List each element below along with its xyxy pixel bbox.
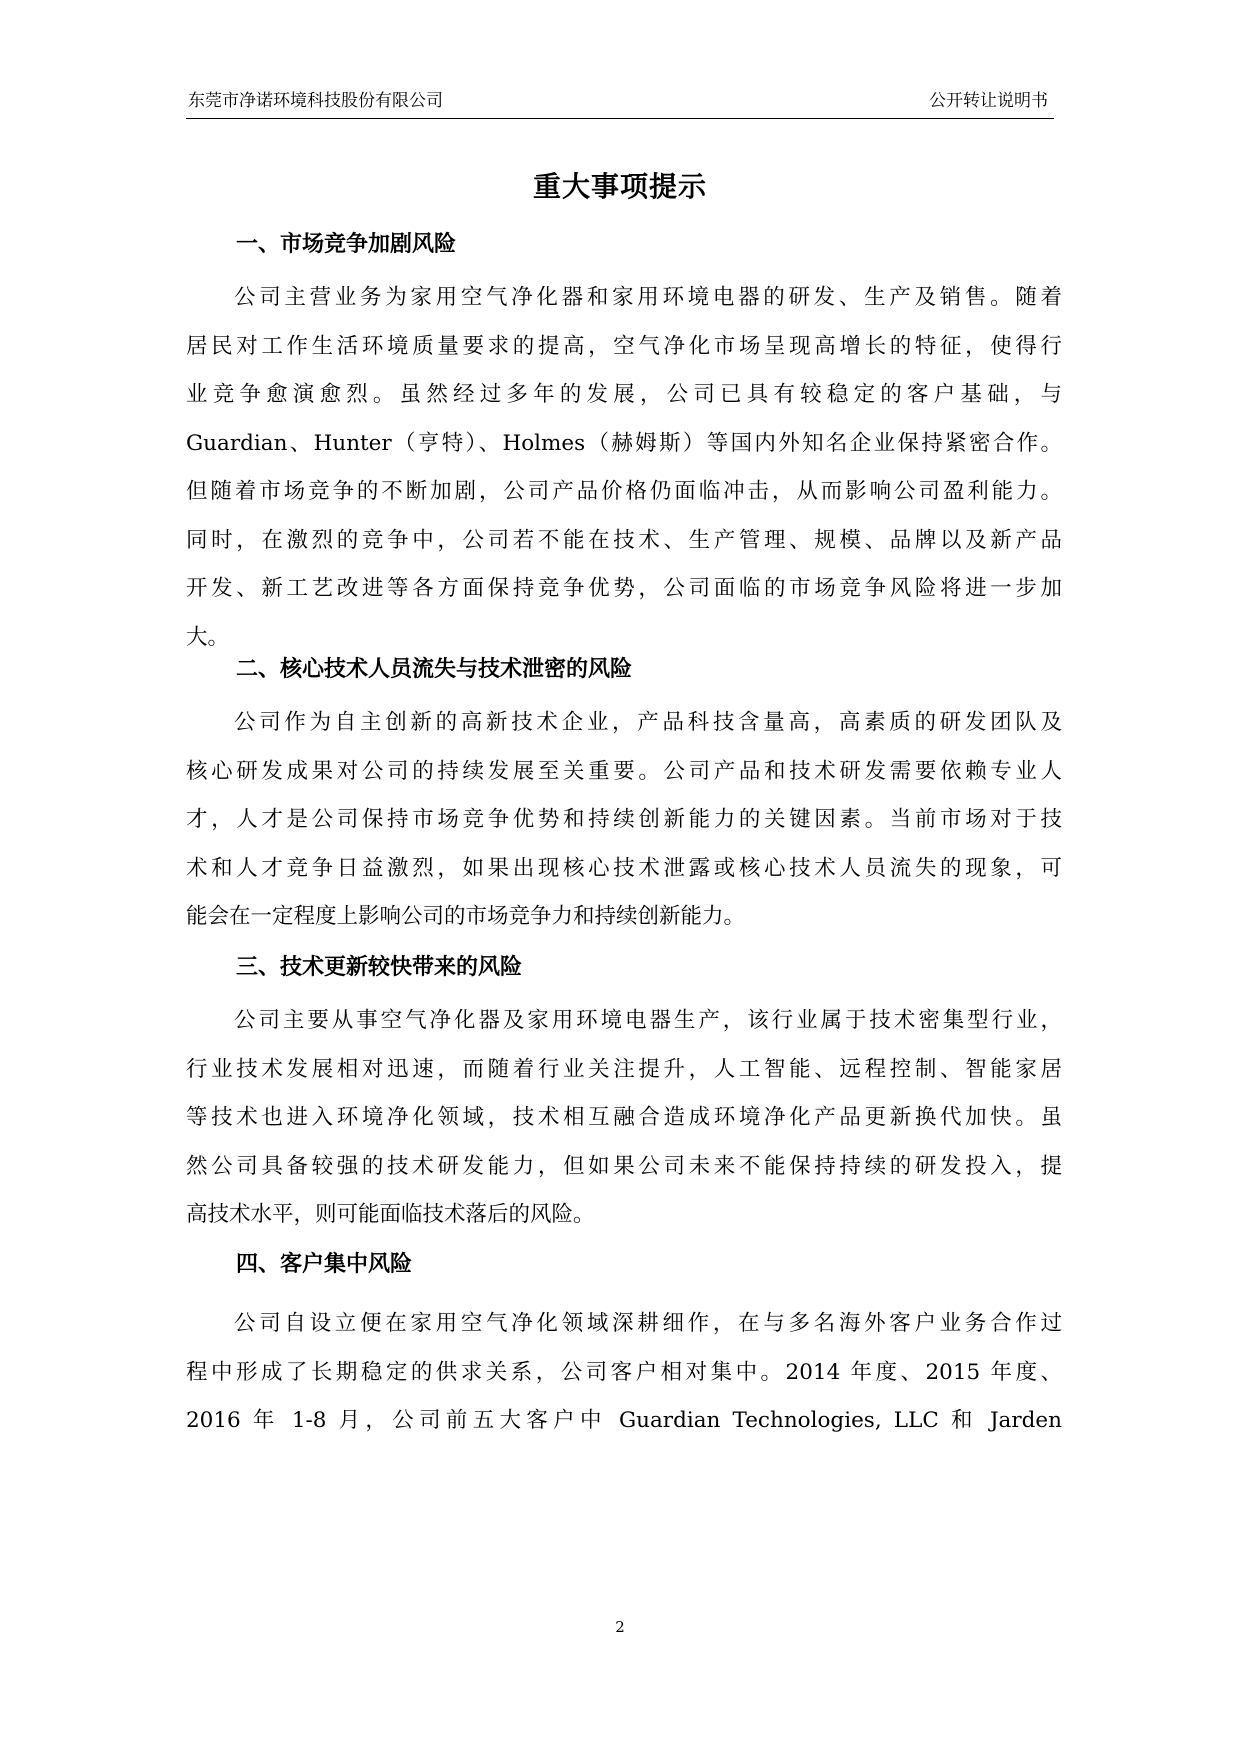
page-number: 2 — [615, 1618, 625, 1636]
paragraph-line: 行业技术发展相对迅速，而随着行业关注提升，人工智能、远程控制、智能家居 — [186, 1056, 1062, 1082]
section-paragraph-4 — [186, 1300, 1062, 1446]
paragraph-line: 大。 — [186, 624, 230, 650]
paragraph-line: 公司自设立便在家用空气净化领域深耕细作，在与多名海外客户业务合作过 — [234, 1311, 1062, 1336]
section-heading-1: 一、市场竞争加剧风险 — [236, 232, 457, 257]
paragraph-line: 等技术也进入环境净化领域，技术相互融合造成环境净化产品更新换代加快。虽 — [186, 1105, 1062, 1130]
paragraph-line: 程中形成了长期稳定的供求关系，公司客户相对集中。2014 年度、2015 年度、 — [186, 1359, 1062, 1385]
section-heading-4: 四、客户集中风险 — [236, 1252, 413, 1277]
paragraph-line: 核心研发成果对公司的持续发展至关重要。公司产品和技术研发需要依赖专业人 — [186, 758, 1062, 784]
paragraph-line: 能会在一定程度上影响公司的市场竞争力和持续创新能力。 — [186, 904, 746, 929]
page-header — [186, 88, 1054, 119]
paragraph-line: 同时，在激烈的竞争中，公司若不能在技术、生产管理、规模、品牌以及新产品 — [186, 527, 1062, 553]
paragraph-line: 居民对工作生活环境质量要求的提高，空气净化市场呈现高增长的特征，使得行 — [186, 333, 1062, 359]
section-paragraph-2 — [186, 699, 1062, 942]
paragraph-line: 但随着市场竞争的不断加剧，公司产品价格仍面临冲击，从而影响公司盈利能力。 — [186, 479, 1062, 504]
paragraph-line: 然公司具备较强的技术研发能力，但如果公司未来不能保持持续的研发投入，提 — [186, 1153, 1062, 1179]
paragraph-line: 公司主营业务为家用空气净化器和家用环境电器的研发、生产及销售。随着 — [234, 285, 1062, 310]
section-heading-3: 三、技术更新较快带来的风险 — [236, 955, 523, 980]
paragraph-line: 公司作为自主创新的高新技术企业，产品科技含量高，高素质的研发团队及 — [234, 710, 1062, 735]
header-document-type: 公开转让说明书 — [929, 91, 1048, 111]
page-title: 重大事项提示 — [532, 170, 707, 203]
paragraph-line: Guardian、Hunter（亨特）、Holmes（赫姆斯）等国内外知名企业保持紧密合作。 — [186, 430, 1062, 456]
header-company-name: 东莞市净诺环境科技股份有限公司 — [188, 91, 443, 111]
paragraph-line: 开发、新工艺改进等各方面保持竞争优势，公司面临的市场竞争风险将进一步加 — [186, 576, 1062, 601]
paragraph-line: 公司主要从事空气净化器及家用环境电器生产，该行业属于技术密集型行业， — [234, 1008, 1062, 1033]
section-paragraph-3 — [186, 997, 1062, 1240]
paragraph-line: 才，人才是公司保持市场竞争优势和持续创新能力的关键因素。当前市场对于技 — [186, 807, 1062, 832]
paragraph-line: 高技术水平，则可能面临技术落后的风险。 — [186, 1202, 595, 1227]
paragraph-line: 业竞争愈演愈烈。虽然经过多年的发展，公司已具有较稳定的客户基础，与 — [186, 382, 1062, 407]
section-heading-2: 二、核心技术人员流失与技术泄密的风险 — [236, 657, 633, 682]
section-paragraph-1 — [186, 274, 1062, 662]
paragraph-line: 术和人才竞争日益激烈，如果出现核心技术泄露或核心技术人员流失的现象，可 — [186, 855, 1062, 881]
paragraph-line: 2016 年 1-8 月，公司前五大客户中 Guardian Technologies, LLC 和 Jarden — [186, 1408, 1062, 1433]
